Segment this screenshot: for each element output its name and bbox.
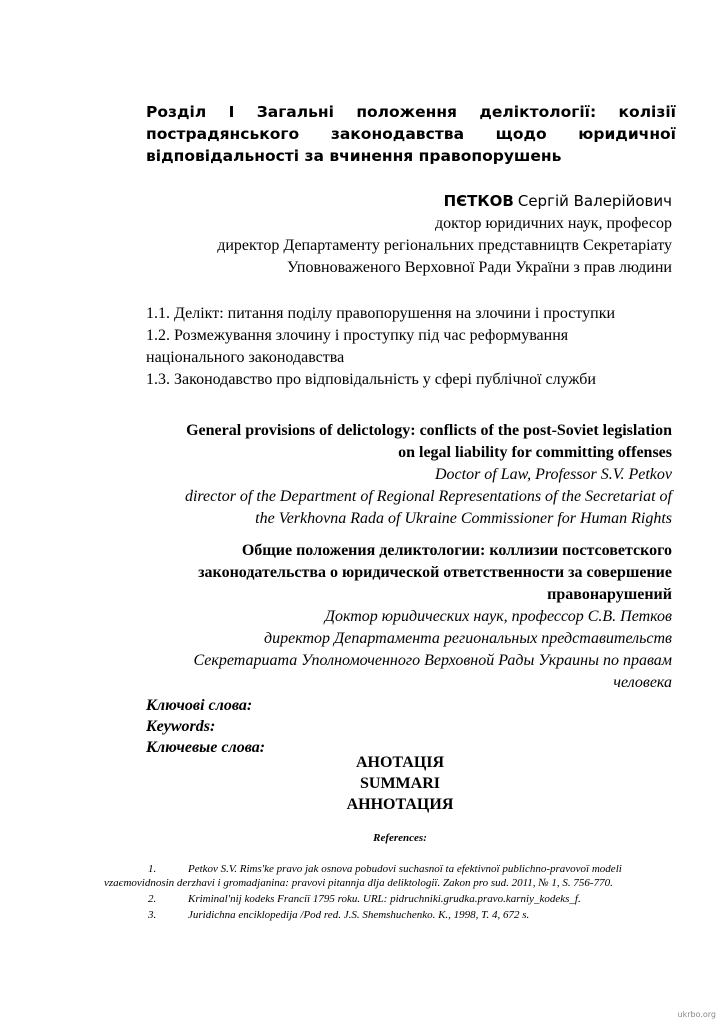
toc-item: 1.2. Розмежування злочину і проступку під час реформування bbox=[146, 327, 569, 344]
keywords-uk: Ключові слова: bbox=[146, 697, 253, 714]
russian-position-line: человека bbox=[613, 674, 672, 691]
keywords-block bbox=[146, 695, 546, 758]
references-list bbox=[104, 862, 676, 924]
reference-line bbox=[148, 908, 676, 922]
annotation-en: SUMMARI bbox=[360, 775, 440, 792]
russian-title-line: Общие положения деликтологии: коллизии постсоветского bbox=[241, 542, 672, 559]
reference-item bbox=[104, 892, 676, 906]
reference-number: 1. bbox=[148, 863, 157, 875]
russian-abstract-header bbox=[132, 540, 672, 694]
reference-line: vzaєmovidnosin derzhavi i gromadjanina: pravovi pitannja dlja deliktologiї. Zakon pro sud. 2011, № 1, S. 756-770. bbox=[104, 877, 613, 889]
annotation-headings bbox=[200, 752, 600, 815]
english-title-line: on legal liability for committing offenses bbox=[398, 444, 672, 461]
references-heading: References: bbox=[373, 832, 427, 844]
section-title: Розділ І Загальні положення деліктології: колізії пострадянського законодавства щодо юридичної відповідальності за вчинення правопорушень bbox=[146, 103, 676, 165]
toc-item: 1.1. Делікт: питання поділу правопорушення на злочини і проступки bbox=[146, 305, 616, 322]
toc-item: 1.3. Законодавство про відповідальність у сфері публічної служби bbox=[146, 371, 596, 388]
reference-line bbox=[148, 892, 676, 906]
annotation-uk: АНОТАЦІЯ bbox=[355, 754, 445, 771]
russian-position-line: директор Департамента региональных представительств bbox=[264, 630, 672, 647]
russian-title-line: законодательства о юридической ответственности за совершение bbox=[198, 564, 672, 581]
toc-item: національного законодавства bbox=[146, 349, 345, 366]
author-position-line: Уповноваженого Верховної Ради України з прав людини bbox=[286, 259, 672, 276]
russian-position-line: Секретариата Уполномоченного Верховной Рады Украины по правам bbox=[193, 652, 672, 669]
author-given-names: Сергій Валерійович bbox=[517, 192, 672, 210]
annotation-ru: АННОТАЦИЯ bbox=[346, 796, 454, 813]
russian-author: Доктор юридических наук, профессор С.В. Петков bbox=[324, 608, 672, 625]
reference-line bbox=[148, 862, 676, 876]
reference-number: 2. bbox=[148, 893, 157, 905]
author-degree: доктор юридичних наук, професор bbox=[434, 215, 672, 232]
english-position-line: the Verkhovna Rada of Ukraine Commissioner for Human Rights bbox=[255, 510, 672, 527]
reference-item bbox=[104, 862, 676, 890]
english-title-line: General provisions of delictology: conflicts of the post-Soviet legislation bbox=[186, 422, 672, 439]
keywords-en: Keywords: bbox=[146, 718, 216, 735]
reference-item bbox=[104, 908, 676, 922]
english-abstract-header bbox=[112, 420, 672, 530]
author-surname: ПЄТКОВ bbox=[443, 192, 514, 210]
author-block bbox=[112, 190, 672, 279]
table-of-contents bbox=[146, 303, 686, 391]
keywords-ru: Ключевые слова: bbox=[146, 739, 266, 756]
site-watermark: ukrbo.org bbox=[677, 1010, 716, 1019]
reference-text: Kriminal'nij kodeks Francії 1795 roku. URL: pidruchniki.grudka.pravo.karniy_kodeks_f. bbox=[188, 893, 581, 905]
reference-text: Petkov S.V. Rims'ke pravo jak osnova pobudovi suchasnoї ta efektivnoї publichno-pravovoї modeli bbox=[188, 863, 622, 875]
author-name bbox=[112, 190, 672, 213]
reference-text: Juridichna enciklopedija /Pod red. J.S. Shemshuchenko. K., 1998, T. 4, 672 s. bbox=[188, 909, 530, 921]
english-position-line: director of the Department of Regional Representations of the Secretariat of bbox=[184, 488, 672, 505]
author-position-line: директор Департаменту регіональних представництв Секретаріату bbox=[217, 237, 672, 254]
russian-title-line: правонарушений bbox=[547, 586, 672, 603]
english-author: Doctor of Law, Professor S.V. Petkov bbox=[434, 466, 672, 483]
reference-number: 3. bbox=[148, 909, 157, 921]
